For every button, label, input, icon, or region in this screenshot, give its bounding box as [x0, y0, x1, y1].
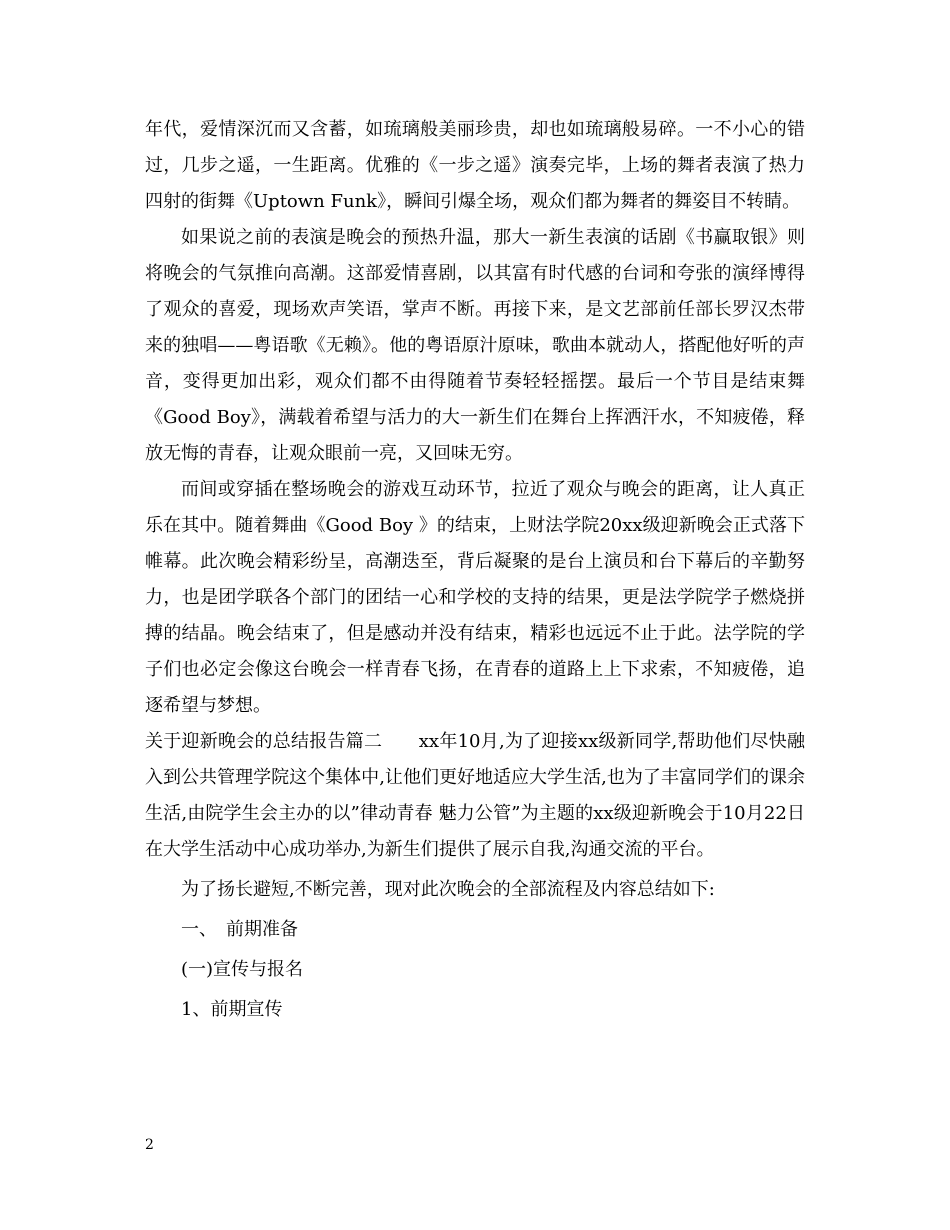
document-body: [145, 112, 805, 1028]
paragraph-closing: 而间或穿插在整场晚会的游戏互动环节，拉近了观众与晚会的距离，让人真正乐在其中。随着舞曲《Good Boy 》的结束，上财法学院20xx级迎新晚会正式落下帷幕。此次晚会精彩纷呈，高潮迭至，背后凝聚的是台上演员和台下幕后的辛勤努力，也是团学联各个部门的团结一心和学校的支持的结果，更是法学院学子燃烧拼搏的结晶。晚会结束了，但是感动并没有结束，精彩也远远不止于此。法学院的学子们也必定会像这台晚会一样青春飞扬，在青春的道路上上下求索，不知疲倦，追逐希望与梦想。: [145, 479, 805, 716]
paragraph-continuation: 年代，爱情深沉而又含蓄，如琉璃般美丽珍贵，却也如琉璃般易碎。一不小心的错过，几步之遥，一生距离。优雅的《一步之遥》演奏完毕，上场的舞者表演了热力四射的街舞《Uptown Funk》，瞬间引爆全场，观众们都为舞者的舞姿目不转睛。: [145, 119, 805, 212]
heading-early-publicity: 1、前期宣传: [181, 999, 283, 1020]
page-number: 2: [145, 1137, 154, 1153]
heading-preparation: 一、 前期准备: [181, 919, 298, 940]
paragraph-drama-performance: 如果说之前的表演是晚会的预热升温，那大一新生表演的话剧《书赢取银》则将晚会的气氛推向高潮。这部爱情喜剧，以其富有时代感的台词和夸张的演绎博得了观众的喜爱，现场欢声笑语，掌声不断。再接下来，是文艺部前任部长罗汉杰带来的独唱——粤语歌《无赖》。他的粤语原汁原味，歌曲本就动人，搭配他好听的声音，变得更加出彩，观众们都不由得随着节奏轻轻摇摆。最后一个节目是结束舞《Good Boy》，满载着希望与活力的大一新生们在舞台上挥洒汗水，不知疲倦，释放无悔的青春，让观众眼前一亮，又回味无穷。: [145, 227, 805, 464]
paragraph-summary-intro: 为了扬长避短,不断完善，现对此次晚会的全部流程及内容总结如下:: [181, 879, 715, 900]
paragraph-report-two: 关于迎新晚会的总结报告篇二 xx年10月,为了迎接xx级新同学,帮助他们尽快融入到公共管理学院这个集体中,让他们更好地适应大学生活,也为了丰富同学们的课余生活,由院学生会主办的以”律动青春 魅力公管”为主题的xx级迎新晚会于10月22日在大学生活动中心成功举办,为新生们提供了展示自我,沟通交流的平台。: [145, 731, 805, 860]
heading-publicity-registration: (一)宣传与报名: [181, 959, 304, 980]
